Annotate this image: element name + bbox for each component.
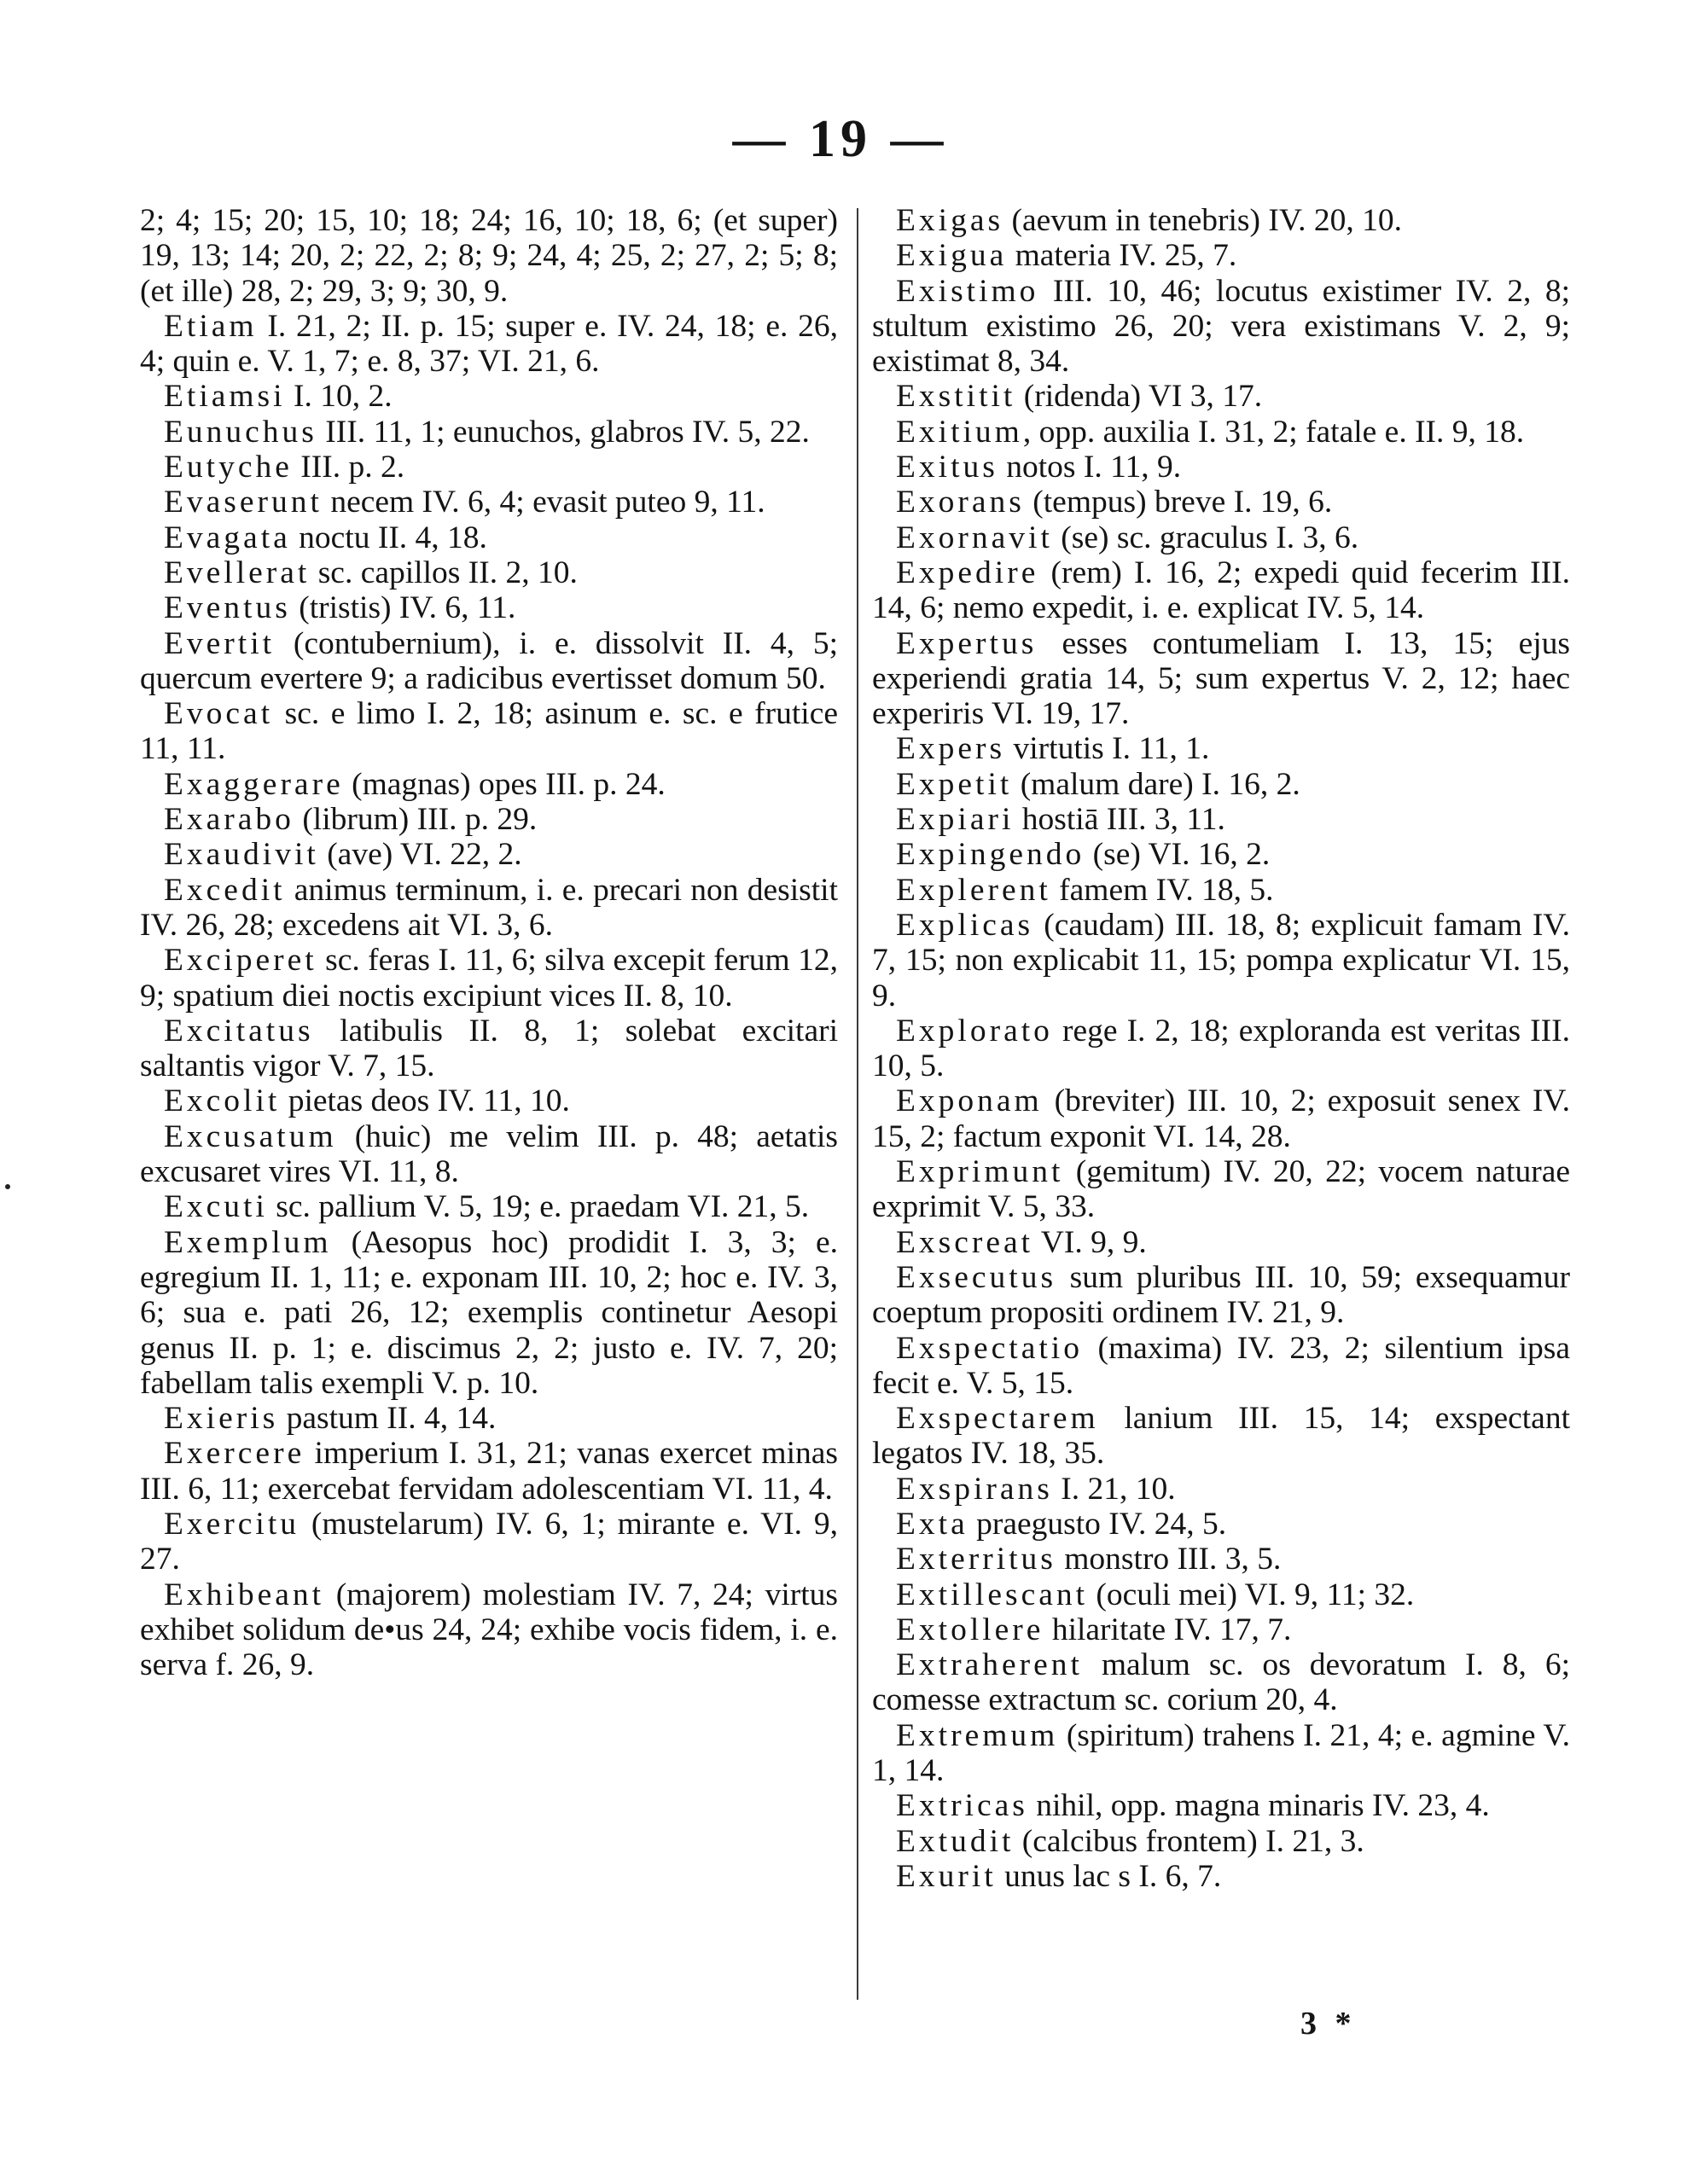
index-entry: [872, 555, 1570, 626]
entry-text: unus lac s I. 6, 7.: [996, 1858, 1222, 1894]
entry-text: (malum dare) I. 16, 2.: [1012, 766, 1300, 802]
entry-headword: Excolit: [164, 1083, 281, 1119]
entry-headword: Exitus: [896, 450, 998, 485]
entry-headword: Extillescant: [896, 1577, 1089, 1612]
entry-headword: Exercitu: [164, 1506, 300, 1542]
entry-headword: Eutyche: [164, 450, 293, 485]
index-entry: [872, 1331, 1570, 1402]
entry-text: I. 21, 10.: [1052, 1471, 1176, 1507]
entry-headword: Excedit: [164, 872, 286, 908]
entry-text: sc. capillos II. 2, 10.: [310, 555, 578, 590]
entry-text: (se) sc. graculus I. 3, 6.: [1052, 520, 1359, 555]
index-entry: [140, 1577, 838, 1683]
entry-headword: Exterritus: [896, 1542, 1056, 1577]
entry-headword: Exspectatio: [896, 1330, 1083, 1366]
entry-headword: Exscreat: [896, 1224, 1034, 1260]
index-entry: [872, 1260, 1570, 1331]
entry-text: notos I. 11, 9.: [998, 450, 1182, 485]
entry-headword: Eventus: [164, 590, 291, 626]
index-entry: [872, 626, 1570, 732]
index-entry: [140, 555, 838, 590]
page-number: — 19 —: [732, 110, 949, 168]
index-entry: [872, 1472, 1570, 1507]
entry-text: III. p. 2.: [292, 450, 405, 485]
index-entry: [140, 837, 838, 872]
entry-text: (maxima) IV. 23, 2; silentium ipsa fecit e. V. 5, 15.: [872, 1330, 1570, 1401]
index-entry: [872, 767, 1570, 802]
index-entry: [140, 520, 838, 555]
entry-text: sum pluribus III. 10, 59; exsequamur coeptum propositi ordinem IV. 21, 9.: [872, 1259, 1570, 1331]
index-entry: [872, 379, 1570, 414]
entry-headword: Exta: [896, 1506, 968, 1542]
index-entry: [872, 415, 1570, 450]
index-entry: [140, 203, 838, 309]
index-entry: [872, 802, 1570, 837]
entry-text: (magnas) opes III. p. 24.: [343, 766, 666, 802]
entry-text: animus terminum, i. e. precari non desistit IV. 26, 28; excedens ait VI. 3, 6.: [140, 872, 838, 943]
entry-text: virtutis I. 11, 1.: [1005, 731, 1210, 767]
index-entry: [872, 1718, 1570, 1789]
entry-headword: Expiari: [896, 802, 1015, 838]
entry-headword: Evertit: [164, 625, 276, 661]
entry-headword: Explerent: [896, 872, 1051, 908]
index-entry: [872, 1577, 1570, 1612]
entry-headword: Excuti: [164, 1189, 268, 1225]
entry-headword: Exurit: [896, 1858, 997, 1894]
entry-headword: Exarabo: [164, 802, 294, 838]
entry-headword: Extricas: [896, 1788, 1028, 1824]
entry-text: (mustelarum) IV. 6, 1; mirante e. VI. 9, 27.: [140, 1506, 838, 1577]
entry-headword: Etiamsi: [164, 379, 286, 415]
entry-text: (contubernium), i. e. dissolvit II. 4, 5; quercum evertere 9; a radicibus evertisset domum 50.: [140, 625, 838, 696]
index-entry: [872, 908, 1570, 1014]
entry-text: pietas deos IV. 11, 10.: [280, 1083, 570, 1119]
index-entry: [140, 1119, 838, 1190]
index-entry: [872, 1507, 1570, 1542]
entry-text: (tristis) IV. 6, 11.: [290, 590, 516, 626]
entry-text: noctu II. 4, 18.: [290, 520, 487, 555]
index-entry: [140, 1401, 838, 1436]
index-entry: [872, 450, 1570, 485]
entry-headword: Exornavit: [896, 520, 1053, 555]
entry-text: sc. e limo I. 2, 18; asinum e. sc. e frutice 11, 11.: [140, 696, 838, 767]
entry-headword: Expetit: [896, 766, 1013, 802]
entry-text: (rem) I. 16, 2; expedi quid fecerim III. 14, 6; nemo expedit, i. e. explicat IV. 5, 14.: [872, 555, 1570, 626]
index-entry: [872, 1859, 1570, 1894]
right-column: [872, 203, 1570, 1894]
index-entry: [872, 1612, 1570, 1647]
entry-text: (Aesopus hoc) prodidit I. 3, 3; e. egregium II. 1, 11; e. exponam III. 10, 2; hoc e. IV. 3, 6; sua e. pati 26, 12; exemplis continetur Aesopi genus II. p. 1; e. discimus 2, 2; justo e. IV. 7, 20; fabellam talis exempli V. p. 10.: [140, 1224, 838, 1401]
entry-text: esses contumeliam I. 13, 15; ejus experiendi gratia 14, 5; sum expertus V. 2, 12; haec experiris VI. 19, 17.: [872, 625, 1570, 732]
entry-text: imperium I. 31, 21; vanas exercet minas III. 6, 11; exercebat fervidam adolescentiam VI. 11, 4.: [140, 1436, 838, 1507]
entry-text: sc. pallium V. 5, 19; e. praedam VI. 21, 5.: [267, 1189, 810, 1225]
entry-text: sc. feras I. 11, 6; silva excepit ferum 12, 9; spatium diei noctis excipiunt vices II. 8, 10.: [140, 943, 838, 1014]
entry-text: (calcibus frontem) I. 21, 3.: [1014, 1823, 1364, 1859]
entry-text: III. 11, 1; eunuchos, glabros IV. 5, 22.: [317, 414, 810, 450]
entry-headword: Exspirans: [896, 1471, 1053, 1507]
entry-text: (spiritum) trahens I. 21, 4; e. agmine V. 1, 14.: [872, 1717, 1570, 1789]
index-entry: [140, 943, 838, 1014]
entry-headword: Excitatus: [164, 1013, 314, 1048]
entry-text: (ridenda) VI 3, 17.: [1015, 379, 1263, 415]
index-entry: [140, 1083, 838, 1118]
index-entry: [872, 1401, 1570, 1472]
entry-headword: Extudit: [896, 1823, 1015, 1859]
entry-headword: Evellerat: [164, 555, 311, 590]
index-entry: [140, 590, 838, 625]
index-entry: [140, 802, 838, 837]
entry-headword: Exieris: [164, 1401, 279, 1437]
left-column: [140, 203, 838, 1682]
index-entry: [872, 1788, 1570, 1823]
entry-headword: Extollere: [896, 1612, 1044, 1647]
entry-headword: Exsecutus: [896, 1259, 1057, 1295]
entry-headword: Exitium: [896, 414, 1023, 450]
entry-text: (breviter) III. 10, 2; exposuit senex IV. 15, 2; factum exponit VI. 14, 28.: [872, 1083, 1570, 1154]
entry-text: (huic) me velim III. p. 48; aetatis excusaret vires VI. 11, 8.: [140, 1118, 838, 1190]
index-entry: [872, 1154, 1570, 1225]
entry-headword: Expingendo: [896, 837, 1085, 873]
index-entry: [140, 1507, 838, 1577]
index-entry: [140, 485, 838, 520]
entry-headword: Etiam: [164, 308, 258, 344]
entry-headword: Expedire: [896, 555, 1039, 590]
index-entry: [140, 450, 838, 485]
entry-text: (se) VI. 16, 2.: [1085, 837, 1271, 873]
index-entry: [872, 873, 1570, 908]
index-entry: [140, 1225, 838, 1401]
entry-text: praegusto IV. 24, 5.: [968, 1506, 1227, 1542]
entry-headword: Exspectarem: [896, 1401, 1099, 1437]
entry-text: hostiā III. 3, 11.: [1014, 802, 1225, 838]
index-entry: [140, 309, 838, 380]
entry-headword: Extremum: [896, 1717, 1059, 1753]
entry-text: latibulis II. 8, 1; solebat excitari saltantis vigor V. 7, 15.: [140, 1013, 838, 1084]
index-entry: [140, 767, 838, 802]
entry-headword: Expers: [896, 731, 1006, 767]
entry-text: (ave) VI. 22, 2.: [318, 837, 522, 873]
entry-headword: Expertus: [896, 625, 1038, 661]
index-entry: [872, 1014, 1570, 1084]
index-entry: [140, 873, 838, 944]
entry-text: III. 10, 46; locutus existimer IV. 2, 8; stultum existimo 26, 20; vera existimans V. 2, 9; existimat 8, 34.: [872, 273, 1570, 380]
index-entry: [872, 837, 1570, 872]
index-entry: [872, 1647, 1570, 1718]
entry-text: I. 10, 2.: [285, 379, 393, 415]
index-entry: [140, 415, 838, 450]
entry-text: hilaritate IV. 17, 7.: [1044, 1612, 1292, 1647]
entry-headword: Explicas: [896, 907, 1034, 943]
entry-text: necem IV. 6, 4; evasit puteo 9, 11.: [322, 485, 765, 520]
entry-headword: Evagata: [164, 520, 291, 555]
index-entry: [872, 203, 1570, 238]
entry-text: pastum II. 4, 14.: [278, 1401, 497, 1437]
index-entry: [872, 731, 1570, 766]
entry-text: 2; 4; 15; 20; 15, 10; 18; 24; 16, 10; 18, 6; (et super) 19, 13; 14; 20, 2; 22, 2; 8; 9; 24, 4; 25, 2; 27, 2; 5; 8; (et ille) 28, 2; 29, 3; 9; 30, 9.: [140, 203, 838, 309]
entry-text: (caudam) III. 18, 8; explicuit famam IV. 7, 15; non explicabit 11, 15; pompa explicatur VI. 15, 9.: [872, 907, 1570, 1014]
entry-headword: Eunuchus: [164, 414, 317, 450]
entry-headword: Exemplum: [164, 1224, 332, 1260]
index-entry: [140, 1436, 838, 1507]
entry-headword: Explorato: [896, 1013, 1053, 1048]
entry-text: I. 21, 2; II. p. 15; super e. IV. 24, 18; e. 26, 4; quin e. V. 1, 7; e. 8, 37; VI. 21, 6.: [140, 308, 838, 380]
entry-text: malum sc. os devoratum I. 8, 6; comesse extractum sc. corium 20, 4.: [872, 1647, 1570, 1718]
entry-headword: Existimo: [896, 273, 1039, 309]
entry-text: VI. 9, 9.: [1033, 1224, 1147, 1260]
entry-headword: Evaserunt: [164, 485, 323, 520]
entry-text: lanium III. 15, 14; exspectant legatos IV. 18, 35.: [872, 1401, 1570, 1472]
entry-text: materia IV. 25, 7.: [1007, 238, 1237, 274]
entry-text: monstro III. 3, 5.: [1056, 1542, 1282, 1577]
entry-headword: Extraherent: [896, 1647, 1083, 1683]
entry-text: rege I. 2, 18; exploranda est veritas III. 10, 5.: [872, 1013, 1570, 1084]
entry-text: (aevum in tenebris) IV. 20, 10.: [1003, 203, 1402, 238]
index-entry: [140, 1014, 838, 1084]
entry-headword: Exaudivit: [164, 837, 319, 873]
index-entry: [872, 1824, 1570, 1859]
entry-headword: Exigas: [896, 203, 1004, 238]
column-divider: [857, 208, 858, 2000]
entry-headword: Exorans: [896, 485, 1025, 520]
index-entry: [872, 1083, 1570, 1154]
index-entry: [872, 1225, 1570, 1260]
index-entry: [140, 1189, 838, 1224]
entry-text: (tempus) breve I. 19, 6.: [1024, 485, 1333, 520]
entry-text: nihil, opp. magna minaris IV. 23, 4.: [1027, 1788, 1490, 1824]
entry-headword: Exaggerare: [164, 766, 344, 802]
entry-text: (majorem) molestiam IV. 7, 24; virtus exhibet solidum de•us 24, 24; exhibe vocis fidem, i. e. serva f. 26, 9.: [140, 1577, 838, 1683]
entry-text: (gemitum) IV. 20, 22; vocem naturae exprimit V. 5, 33.: [872, 1154, 1570, 1225]
entry-headword: Exponam: [896, 1083, 1043, 1119]
entry-headword: Evocat: [164, 696, 274, 732]
index-entry: [140, 626, 838, 697]
entry-text: , opp. auxilia I. 31, 2; fatale e. II. 9, 18.: [1022, 414, 1525, 450]
entry-headword: Exprimunt: [896, 1154, 1064, 1190]
index-entry: [872, 1542, 1570, 1577]
index-entry: [872, 238, 1570, 273]
index-entry: [872, 520, 1570, 555]
entry-headword: Exercere: [164, 1436, 305, 1472]
entry-headword: Exciperet: [164, 943, 317, 979]
entry-headword: Exigua: [896, 238, 1008, 274]
entry-text: (oculi mei) VI. 9, 11; 32.: [1088, 1577, 1415, 1612]
entry-text: (librum) III. p. 29.: [294, 802, 538, 838]
entry-headword: Excusatum: [164, 1118, 337, 1154]
margin-dot: [5, 1184, 10, 1189]
index-entry: [140, 696, 838, 767]
entry-text: famem IV. 18, 5.: [1050, 872, 1274, 908]
index-entry: [140, 379, 838, 414]
entry-headword: Exhibeant: [164, 1577, 325, 1612]
index-entry: [872, 485, 1570, 520]
signature-mark: 3 *: [1300, 2006, 1357, 2042]
index-entry: [872, 274, 1570, 380]
entry-headword: Exstitit: [896, 379, 1016, 415]
